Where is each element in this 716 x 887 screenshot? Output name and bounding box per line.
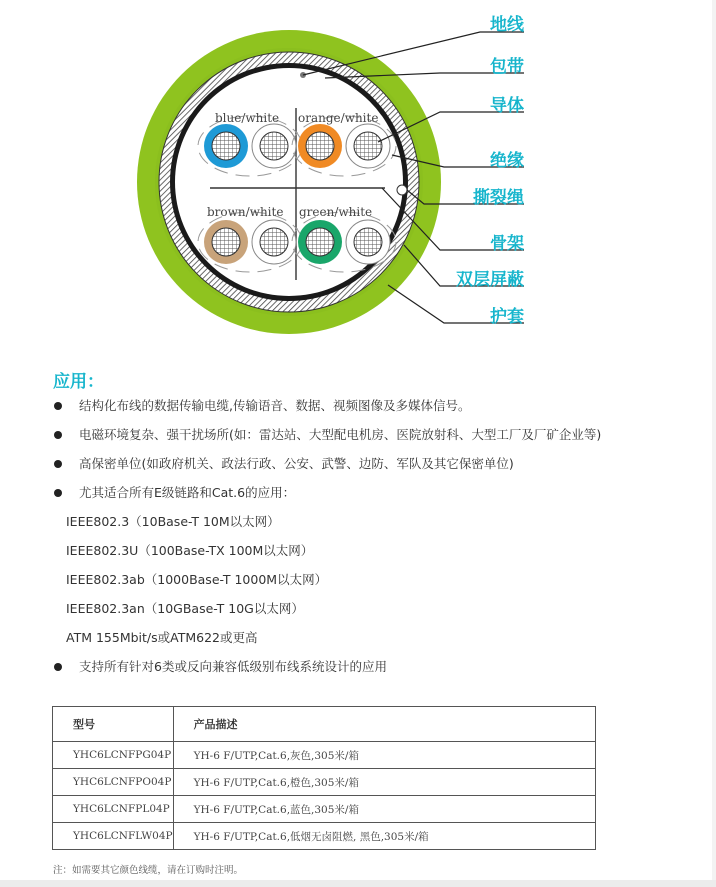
list-item: IEEE802.3ab（1000Base-T 1000M以太网） xyxy=(66,572,328,587)
header-model: 型号 xyxy=(53,707,174,742)
pair-label: blue/white xyxy=(215,111,280,125)
product-table xyxy=(52,706,596,850)
table-row xyxy=(53,823,596,850)
list-item: 电磁环境复杂、强干扰场所(如：雷达站、大型配电机房、医院放射科、大型工厂及厂矿企业等) xyxy=(53,425,683,454)
bullet-icon xyxy=(54,489,62,497)
model-cell: YHC6LCNFPG04P xyxy=(53,742,174,769)
applications-title: 应用： xyxy=(53,372,104,392)
list-item: 尤其适合所有E级链路和Cat.6的应用： xyxy=(53,483,683,512)
list-item: ATM 155Mbit/s或ATM622或更高 xyxy=(66,630,258,645)
page-edge xyxy=(712,0,716,887)
footer-strip xyxy=(0,880,716,887)
model-cell: YHC6LCNFPL04P xyxy=(53,796,174,823)
table-row xyxy=(53,742,596,769)
bullet-icon xyxy=(54,402,62,410)
callout-foil-tape: 包带 xyxy=(490,57,524,77)
model-cell: YHC6LCNFPO04P xyxy=(53,769,174,796)
list-item: 结构化布线的数据传输电缆,传输语音、数据、视频图像及多媒体信号。 xyxy=(53,396,683,425)
bullet-icon xyxy=(54,663,62,671)
callout-insulation: 绝缘 xyxy=(490,151,524,171)
table-row xyxy=(53,769,596,796)
pair-label: brown/white xyxy=(207,205,284,219)
callout-ground-wire: 地线 xyxy=(490,15,524,35)
callout-rip-cord: 撕裂绳 xyxy=(473,188,524,208)
description-cell: YH-6 F/UTP,Cat.6,低烟无卤阻燃, 黑色,305米/箱 xyxy=(173,823,595,850)
callout-conductor: 导体 xyxy=(490,96,524,116)
description-cell: YH-6 F/UTP,Cat.6,蓝色,305米/箱 xyxy=(173,796,595,823)
list-item: IEEE802.3an（10GBase-T 10G以太网） xyxy=(66,601,304,616)
header-description: 产品描述 xyxy=(173,707,595,742)
table-row xyxy=(53,796,596,823)
cable-cross-section-diagram xyxy=(0,0,716,360)
order-note: 注：如需要其它颜色线缆，请在订购时注明。 xyxy=(53,865,244,876)
bullet-icon xyxy=(54,431,62,439)
model-cell: YHC6LCNFLW04P xyxy=(53,823,174,850)
rip-cord xyxy=(397,185,407,195)
list-item: IEEE802.3（10Base-T 10M以太网） xyxy=(66,514,280,529)
list-item: 支持所有针对6类或反向兼容低级别布线系统设计的应用 xyxy=(53,657,683,686)
callout-separator: 骨架 xyxy=(490,234,524,254)
callout-jacket: 护套 xyxy=(490,307,524,327)
applications-list xyxy=(53,396,683,686)
table-header-row xyxy=(53,707,596,742)
bullet-icon xyxy=(54,460,62,468)
description-cell: YH-6 F/UTP,Cat.6,灰色,305米/箱 xyxy=(173,742,595,769)
description-cell: YH-6 F/UTP,Cat.6,橙色,305米/箱 xyxy=(173,769,595,796)
pair-label: orange/white xyxy=(298,111,379,125)
list-item: IEEE802.3U（100Base-TX 100M以太网） xyxy=(66,543,314,558)
pair-label: green/white xyxy=(299,205,373,219)
callout-double-shield: 双层屏蔽 xyxy=(456,270,524,290)
list-item: 高保密单位(如政府机关、政法行政、公安、武警、边防、军队及其它保密单位) xyxy=(53,454,683,483)
